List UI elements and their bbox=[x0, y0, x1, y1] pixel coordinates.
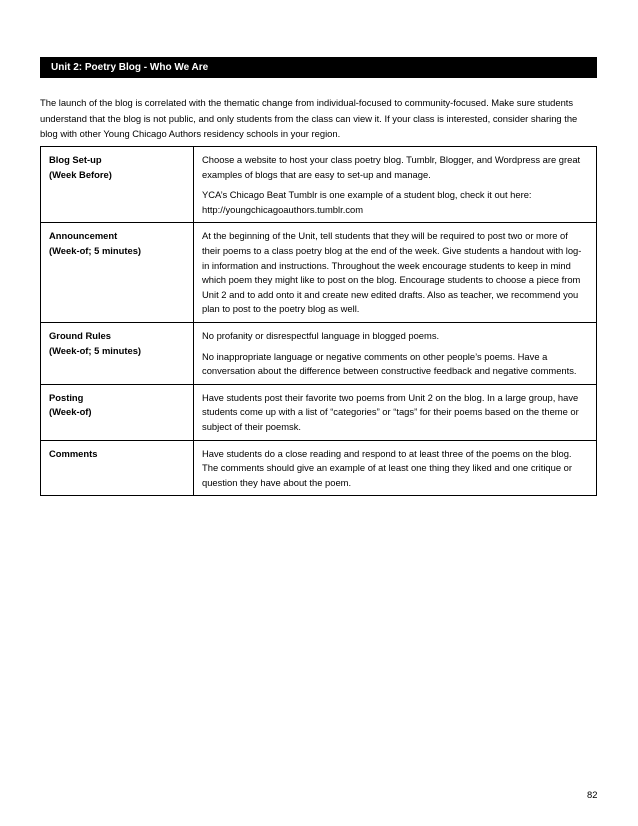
row-subtitle: (Week-of; 5 minutes) bbox=[49, 344, 142, 356]
row-content-cell bbox=[194, 147, 597, 223]
row-paragraph: Choose a website to host your class poetry blog. Tumblr, Blogger, and Wordpress are great examples of blogs that are easy to set-up and manage. bbox=[202, 154, 581, 180]
row-content-cell bbox=[194, 440, 597, 496]
row-paragraph: At the beginning of the Unit, tell students that they will be required to post two or more of their poems to a class poetry blog at the end of the week. Give students a handout with log-in information and instructions. Throughout the week encourage students to keep in mind which poem they might like to post on the blog. Encourage students to choose a piece from Unit 2 and to add onto it and create new edited drafts. Also as teacher, we recommend you plan to post to the poetry blog as well. bbox=[202, 230, 582, 315]
row-paragraph: No profanity or disrespectful language in blogged poems. bbox=[202, 329, 440, 341]
row-paragraph: Have students do a close reading and respond to at least three of the poems on the blog. The comments should give an example of at least one thing they liked and one critique or question they have about the poem. bbox=[202, 447, 573, 488]
row-label-cell bbox=[41, 322, 194, 384]
page-number: 82 bbox=[587, 789, 598, 800]
row-content-cell bbox=[194, 223, 597, 323]
row-content-cell bbox=[194, 384, 597, 440]
intro-paragraph: The launch of the blog is correlated with the thematic change from individual-focused to community-focused. Make sure students understand that the blog is not public, and only students from the class can view it. If your class is interested, consider sharing the blog with other Young Chicago Authors residency schools in your region. bbox=[40, 97, 578, 139]
row-content-cell bbox=[194, 322, 597, 384]
row-paragraph: YCA’s Chicago Beat Tumblr is one example of a student blog, check it out here: http://youngchicagoauthors.tumblr.com bbox=[202, 189, 532, 215]
table-row bbox=[41, 223, 597, 323]
table-row bbox=[41, 384, 597, 440]
row-label-cell bbox=[41, 147, 194, 223]
unit-title: Unit 2: Poetry Blog - Who We Are bbox=[51, 62, 209, 73]
table-row bbox=[41, 147, 597, 223]
row-label-cell bbox=[41, 440, 194, 496]
row-title: Blog Set-up bbox=[49, 154, 102, 165]
row-subtitle: (Week Before) bbox=[49, 168, 112, 180]
row-paragraph: No inappropriate language or negative comments on other people’s poems. Have a conversation about the difference between constructive feedback and negative comments. bbox=[202, 350, 577, 377]
row-label-cell bbox=[41, 223, 194, 323]
row-subtitle: (Week-of) bbox=[49, 406, 92, 418]
table-row bbox=[41, 440, 597, 496]
row-title: Posting bbox=[49, 391, 84, 403]
row-title: Comments bbox=[49, 447, 98, 459]
table-row bbox=[41, 322, 597, 384]
row-subtitle: (Week-of; 5 minutes) bbox=[49, 244, 142, 256]
intro-section bbox=[40, 95, 597, 142]
row-title: Announcement bbox=[49, 230, 118, 242]
row-label-cell bbox=[41, 384, 194, 440]
row-paragraph: Have students post their favorite two poems from Unit 2 on the blog. In a large group, have students come up with a list of “categories” or “tags” for their poems based on the theme or subject of their poemsk. bbox=[202, 391, 579, 432]
lesson-plan-table bbox=[40, 146, 597, 496]
row-title: Ground Rules bbox=[49, 329, 111, 341]
unit-header-bar bbox=[40, 57, 597, 78]
